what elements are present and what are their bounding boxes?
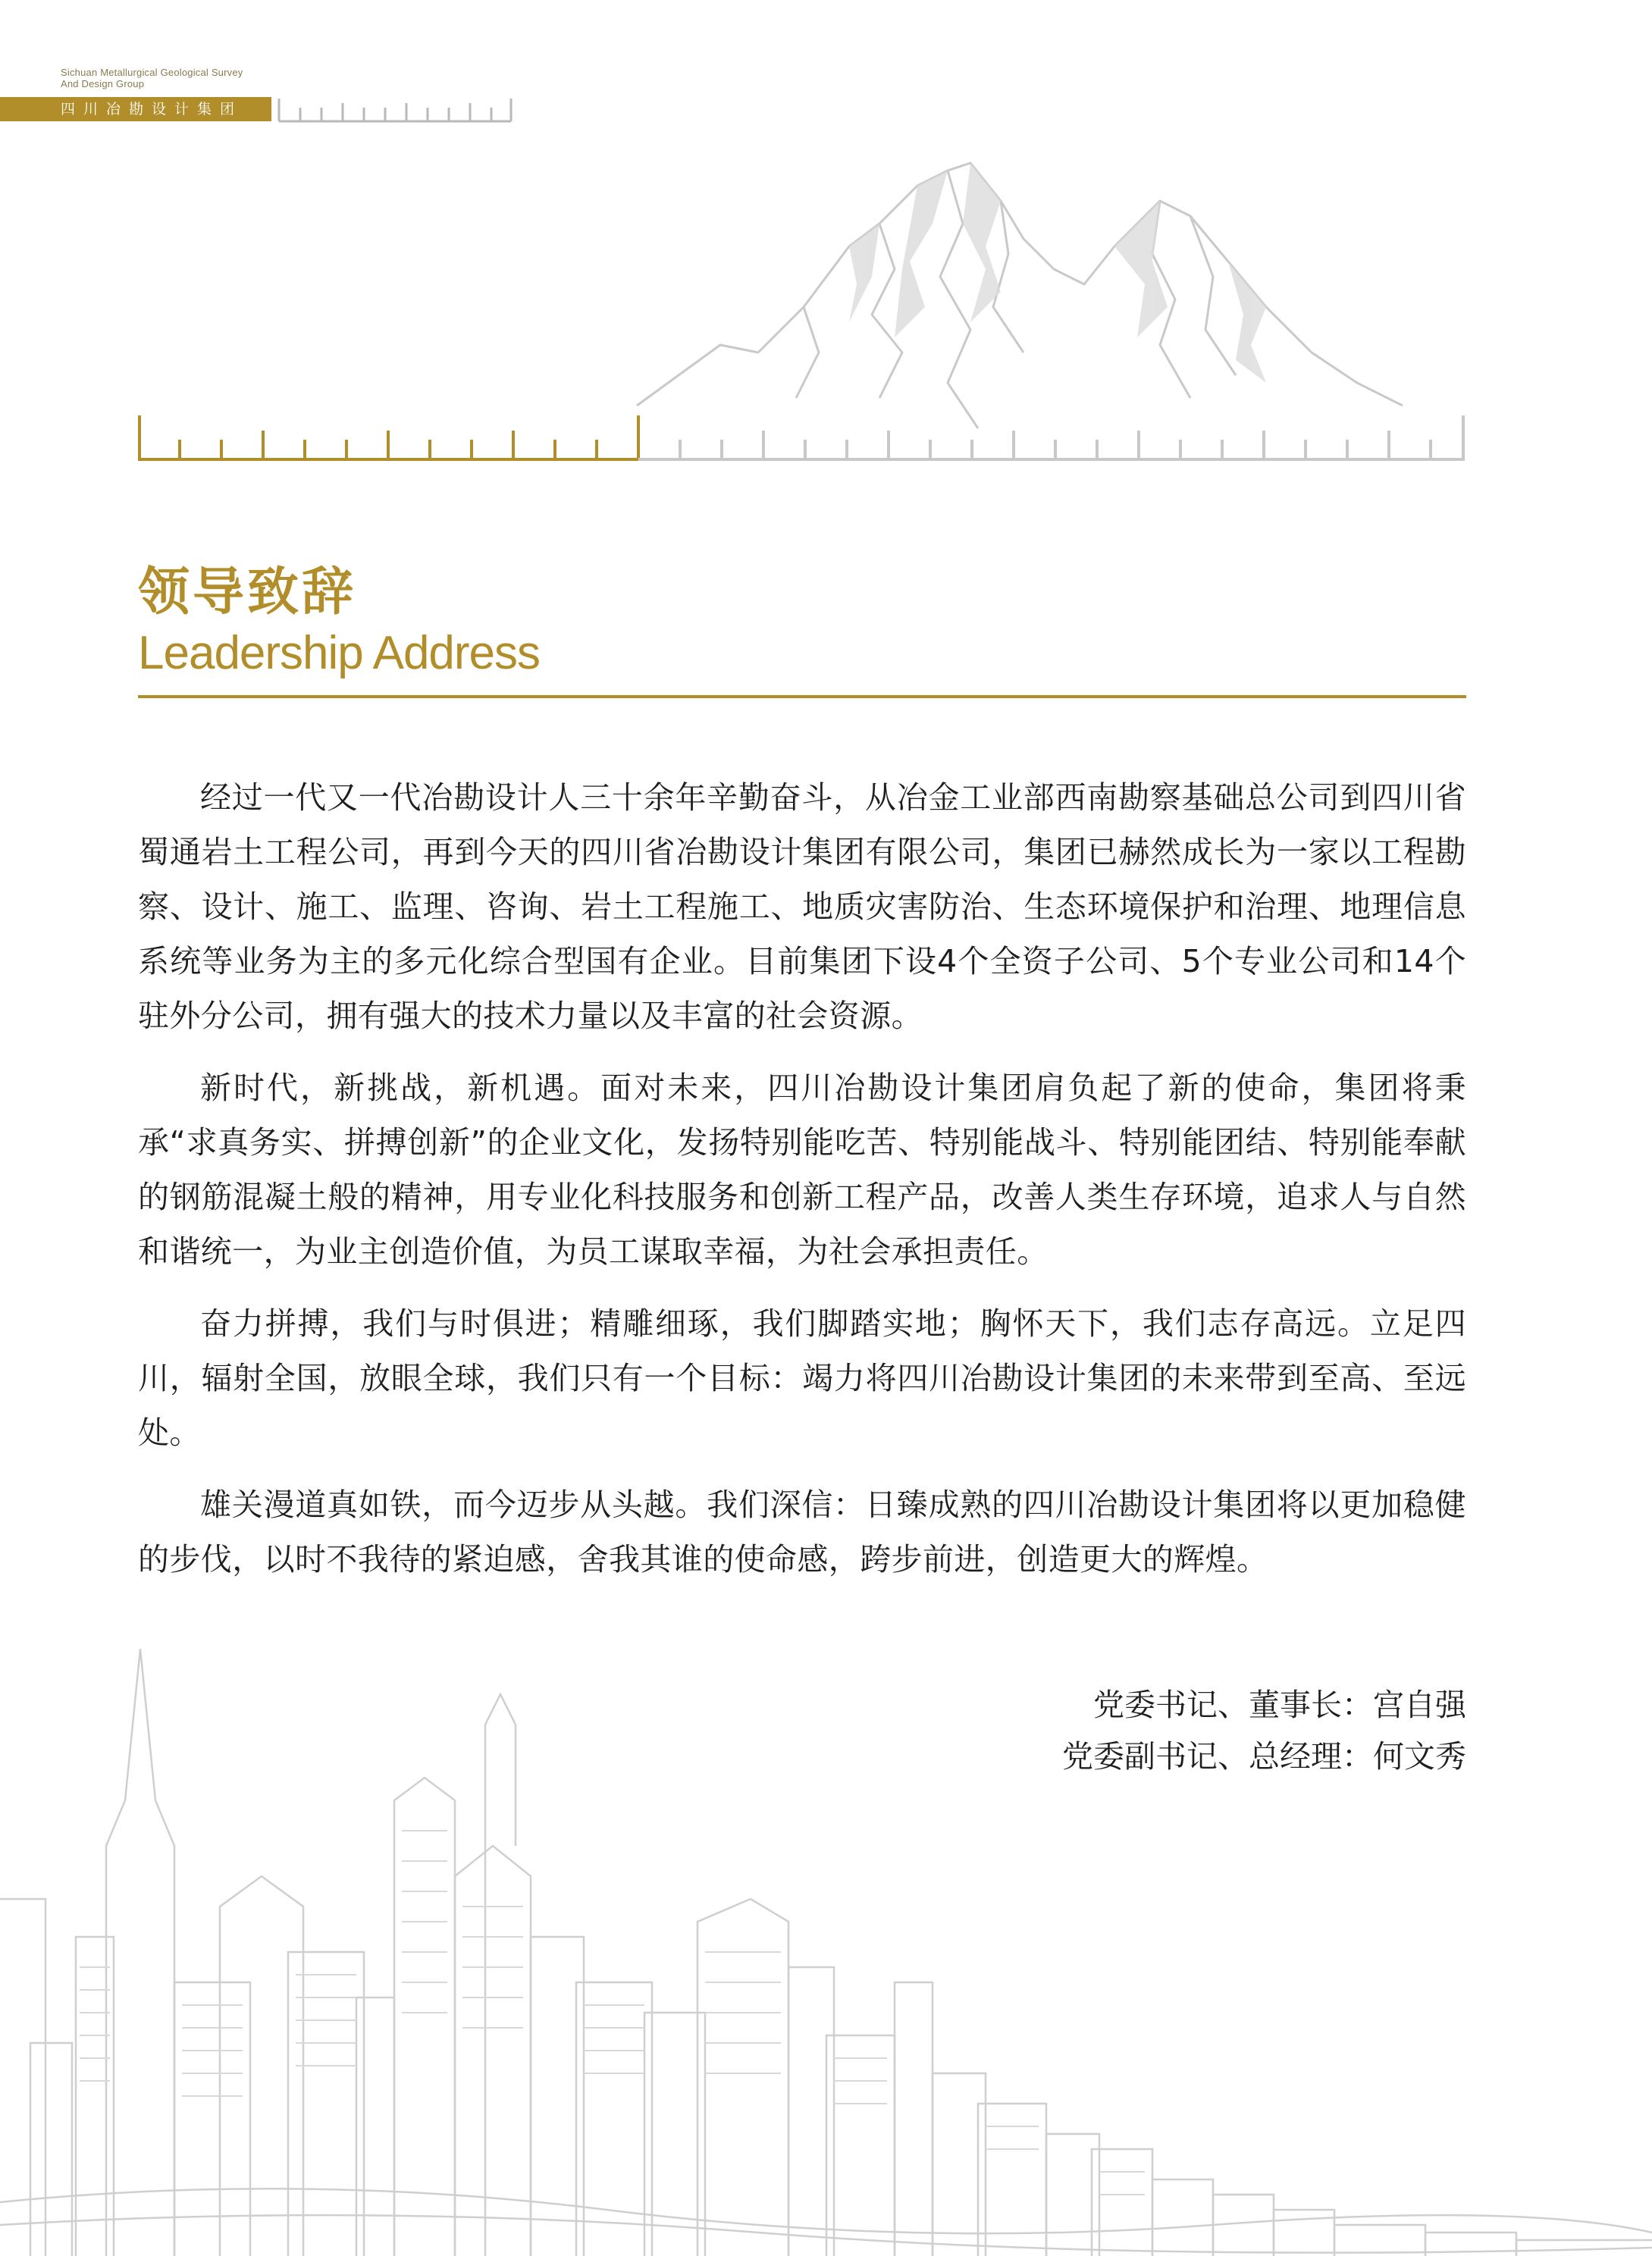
- address-body: [138, 770, 1466, 1604]
- header-ruler-icon: [277, 96, 513, 123]
- header-chinese-name: 四川冶勘设计集团: [61, 101, 243, 118]
- page-title-chinese: 领导致辞: [138, 562, 357, 622]
- city-skyline-illustration-icon: [0, 1649, 1652, 2256]
- header-english-line1: Sichuan Metallurgical Geological Survey: [61, 67, 243, 78]
- page-title-english: Leadership Address: [138, 627, 541, 679]
- paragraph-3: 奋力拼搏，我们与时俱进；精雕细琢，我们脚踏实地；胸怀天下，我们志存高远。立足四川，辐射全国，放眼全球，我们只有一个目标：竭力将四川冶勘设计集团的未来带到至高、至远处。: [138, 1305, 1466, 1451]
- section-ruler-icon: [138, 409, 1466, 462]
- signature-chairman: 党委书记、董事长：宫自强: [1093, 1687, 1466, 1723]
- title-divider: [138, 695, 1466, 698]
- paragraph-2: 新时代，新挑战，新机遇。面对未来，四川冶勘设计集团肩负起了新的使命，集团将秉承“求真务实、拼搏创新”的企业文化，发扬特别能吃苦、特别能战斗、特别能团结、特别能奉献的钢筋混凝土般的精神，用专业化科技服务和创新工程产品，改善人类生存环境，追求人与自然和谐统一，为业主创造价值，为员工谋取幸福，为社会承担责任。: [138, 1070, 1466, 1270]
- header-english-name: [61, 67, 243, 89]
- header-english-line2: And Design Group: [61, 78, 145, 89]
- paragraph-1: 经过一代又一代冶勘设计人三十余年辛勤奋斗，从冶金工业部西南勘察基础总公司到四川省蜀通岩土工程公司，再到今天的四川省冶勘设计集团有限公司，集团已赫然成长为一家以工程勘察、设计、施工、监理、咨询、岩土工程施工、地质灾害防治、生态环境保护和治理、地理信息系统等业务为主的多元化综合型国有企业。目前集团下设4个全资子公司、5个专业公司和14个驻外分公司，拥有强大的技术力量以及丰富的社会资源。: [138, 779, 1466, 1034]
- signature-general-manager: 党委副书记、总经理：何文秀: [1062, 1738, 1466, 1775]
- paragraph-4: 雄关漫道真如铁，而今迈步从头越。我们深信：日臻成熟的四川冶勘设计集团将以更加稳健的步伐，以时不我待的紧迫感，舍我其谁的使命感，跨步前进，创造更大的辉煌。: [138, 1487, 1466, 1578]
